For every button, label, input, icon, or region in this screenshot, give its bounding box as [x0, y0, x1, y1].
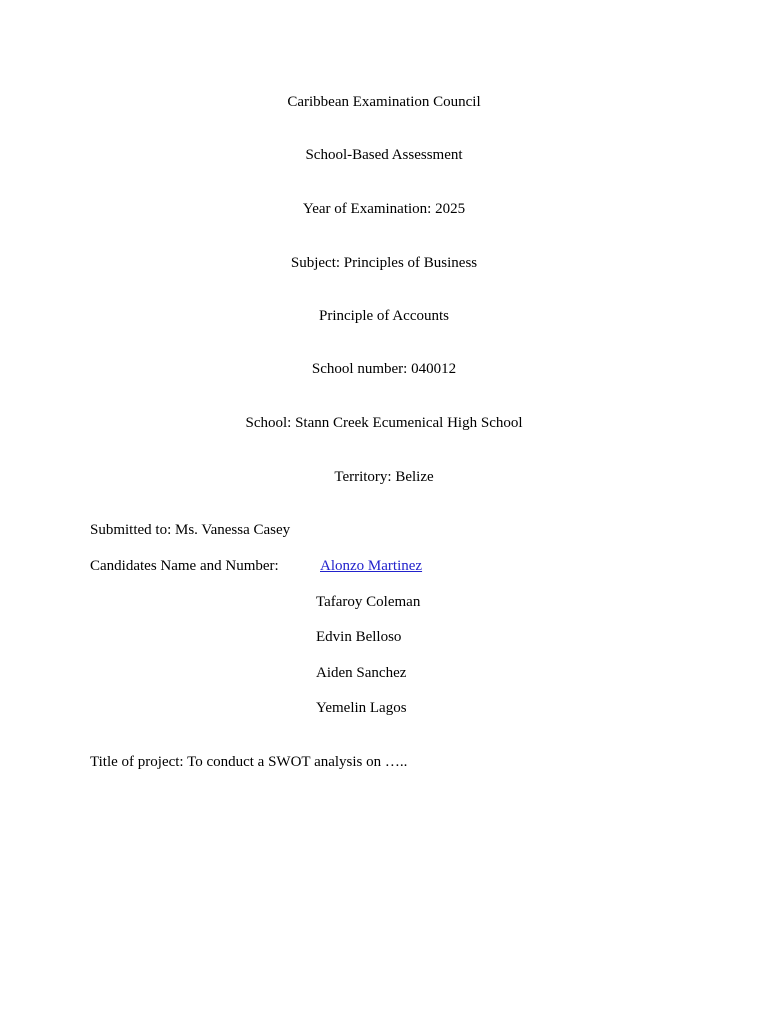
candidates-label: Candidates Name and Number:	[90, 558, 279, 574]
candidate-name: Aiden Sanchez	[316, 665, 407, 681]
project-title: Title of project: To conduct a SWOT analysis on …..	[90, 754, 408, 770]
submitted-to: Submitted to: Ms. Vanessa Casey	[90, 522, 291, 538]
council-heading: Caribbean Examination Council	[287, 94, 481, 110]
school-number: School number: 040012	[311, 361, 457, 377]
assessment-heading: School-Based Assessment	[305, 147, 463, 163]
candidate-name: Edvin Belloso	[316, 629, 402, 645]
candidate-name: Tafaroy Coleman	[316, 594, 421, 610]
school-name: School: Stann Creek Ecumenical High School	[245, 415, 523, 431]
territory-line: Territory: Belize	[334, 469, 434, 485]
exam-year: Year of Examination: 2025	[302, 201, 466, 217]
subject-secondary-line: Principle of Accounts	[319, 308, 449, 324]
candidate-name-link[interactable]: Alonzo Martinez	[320, 558, 423, 574]
candidate-name: Yemelin Lagos	[316, 700, 407, 716]
subject-line: Subject: Principles of Business	[290, 255, 478, 271]
